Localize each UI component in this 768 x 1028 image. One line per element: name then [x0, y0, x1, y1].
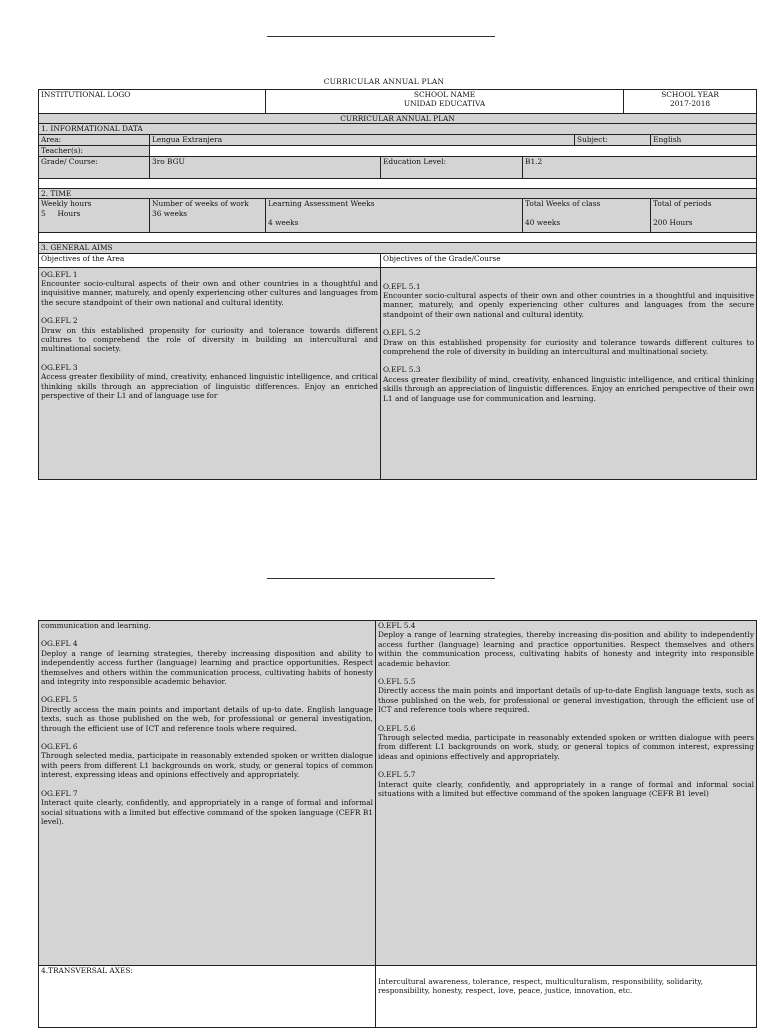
total-weeks-label: Total Weeks of class [525, 199, 601, 209]
informational-data-title: 1. INFORMATIONAL DATA [39, 124, 757, 135]
area-objective-1 [41, 270, 378, 308]
transversal-axes-text: Intercultural awareness, tolerance, respect, multiculturalism, responsibility, solidarity, responsibility, honesty, respect, love, peace, justice, innovation, etc. [376, 966, 757, 1028]
area-objective-6-text: Through selected media, participate in reasonably extended spoken or written dialogue with peers from different L1 backgrounds on work, study, or general topics of common interest, expressing ideas and opinions effectively and appropriately. [41, 751, 373, 780]
total-periods-cell [651, 199, 757, 233]
grade-objective-7-text: Interact quite clearly, confidently, and appropriately in a range of formal and informal social situations with a limited but effective command of the spoken language (CEFR B1 level) [378, 779, 754, 799]
area-objective-7 [41, 789, 373, 827]
grade-label: Grade/ Course: [39, 156, 150, 178]
area-objective-2-text: Draw on this established propensity for curiosity and tolerance towards different cultures to comprehend the role of diversity in building an intercultural and multinational society. [41, 325, 379, 354]
area-objectives-continued-cell [39, 621, 376, 966]
total-periods-value: 200 Hours [653, 217, 693, 227]
area-objective-4 [41, 639, 373, 686]
institutional-logo-cell: INSTITUTIONAL LOGO [39, 90, 266, 114]
total-weeks-value: 40 weeks [525, 217, 561, 227]
grade-objective-3-text: Access greater flexibility of mind, creativity, enhanced linguistic intelligence, and critical thinking skills through an appreciation of linguistic differences. Enjoy an enriched perspective of their own L1 and of language use for communication and learning. [383, 374, 755, 403]
grade-objective-5 [378, 677, 754, 715]
teacher-label: Teacher(s): [39, 146, 150, 156]
area-objective-2 [41, 316, 378, 354]
total-periods-label: Total of periods [653, 199, 712, 209]
top-rule-page-2 [267, 578, 495, 579]
area-objective-7-text: Interact quite clearly, confidently, and appropriately in a range of formal and informal social situations with a limited but effective command of the spoken language (CEFR B1 level). [41, 798, 373, 826]
plan-title-row: CURRICULAR ANNUAL PLAN [39, 114, 757, 124]
grade-objective-4-code: O.EFL 5.4 [378, 621, 416, 630]
area-objective-5-text: Directly access the main points and important details of up-to date. English language texts, such as those published on the web, for professional or general investigation, through the efficient use of ICT and reference tools where required. [41, 704, 373, 733]
weekly-hours-label: Weekly hours [41, 199, 92, 209]
area-objective-3-text: Access greater flexibility of mind, creativity, enhanced linguistic intelligence, and critical thinking skills through an appreciation of linguistic differences. Enjoy an enriched perspective of their L1 and of language use for [41, 372, 379, 401]
grade-objective-5-text: Directly access the main points and important details of up-to-date English language texts, such as those published on the web, for professional or general investigation, through the efficient use of ICT and reference tools where required. [378, 686, 754, 715]
time-section-title: 2. TIME [39, 188, 757, 198]
area-objective-1-text: Encounter socio-cultural aspects of their own and other countries in a thoughtful and inquisitive manner, maturely, and openly experiencing other cultures and languages from the secure standpoint of their own national and cultural identity. [41, 279, 379, 307]
weeks-of-work-cell [150, 199, 266, 233]
school-year-value: 2017-2018 [670, 99, 711, 109]
area-objectives-header: Objectives of the Area [39, 253, 381, 267]
grade-value: 3ro BGU [150, 156, 381, 178]
subject-label: Subject: [575, 135, 651, 146]
blank-spacer-row-2 [39, 233, 757, 243]
grade-objectives-continued-cell [376, 621, 757, 966]
grade-objective-1-code: O.EFL 5.1 [383, 281, 421, 291]
area-objective-1-code: OG.EFL 1 [41, 269, 78, 279]
grade-objective-2 [383, 328, 754, 356]
level-value: B1.2 [523, 156, 757, 178]
school-name-cell [266, 90, 624, 114]
grade-objective-6-code: O.EFL 5.6 [378, 723, 416, 733]
top-rule-page-1 [267, 36, 495, 37]
grade-objective-6-text: Through selected media, participate in reasonably extended spoken or written dialogue with peers from different L1 backgrounds on work, study, or general topics of common interest, expressing ideas and opinions effectively and appropriately. [378, 733, 754, 761]
grade-objective-2-code: O.EFL 5.2 [383, 328, 421, 338]
grade-objective-3 [383, 365, 754, 403]
school-year-label: SCHOOL YEAR [661, 90, 719, 99]
grade-objective-2-text: Draw on this established propensity for curiosity and tolerance towards different cultures to comprehend the role of diversity in building an intercultural and multinational society. [383, 337, 755, 357]
grade-objectives-cell [381, 267, 757, 479]
subject-value: English [651, 135, 757, 146]
area-objective-7-code: OG.EFL 7 [41, 788, 78, 798]
school-year-cell [624, 90, 757, 114]
grade-objective-7 [378, 770, 754, 798]
teacher-value [150, 146, 757, 156]
total-weeks-cell [523, 199, 651, 233]
area-objective-5-code: OG.EFL 5 [41, 695, 78, 705]
area-objective-2-code: OG.EFL 2 [41, 316, 78, 326]
transversal-axes-title: 4.TRANSVERSAL AXES: [39, 966, 376, 1028]
area-objective-3 [41, 363, 378, 401]
area-objective-6 [41, 742, 373, 780]
document-title: CURRICULAR ANNUAL PLAN [323, 77, 445, 86]
weeks-of-work-value: 36 weeks [152, 208, 188, 218]
area-label: Area: [39, 135, 150, 146]
weekly-hours-value: 5 Hours [41, 208, 81, 218]
weeks-of-work-label: Number of weeks of work [152, 199, 249, 209]
area-objective-4-text: Deploy a range of learning strategies, thereby increasing disposition and ability to independently access further (language) learning and practice opportunities. Respect themselves and others within the communication process, cultivating habits of honesty and integrity into responsible academic behavior. [41, 648, 373, 687]
blank-spacer-row [39, 178, 757, 188]
grade-objective-7-code: O.EFL 5.7 [378, 770, 416, 780]
grade-objectives-header: Objectives of the Grade/Course [381, 253, 757, 267]
area-objectives-cell [39, 267, 381, 479]
grade-objective-6 [378, 724, 754, 762]
area-objective-5 [41, 695, 373, 733]
plan-table-page-1 [38, 89, 757, 480]
area-value: Lengua Extranjera [150, 135, 575, 146]
assessment-weeks-label: Learning Assessment Weeks [268, 199, 375, 209]
school-name-value: UNIDAD EDUCATIVA [403, 99, 486, 109]
plan-table-page-2 [38, 620, 757, 1028]
grade-objective-1 [383, 282, 754, 320]
area-continued-lead: communication and learning. [41, 621, 151, 630]
general-aims-title: 3. GENERAL AIMS [39, 243, 757, 253]
assessment-weeks-value: 4 weeks [268, 217, 299, 227]
grade-objective-4-text: Deploy a range of learning strategies, thereby increasing dis-position and ability to independently access further (language) learning and practice opportunities. Respect themselves and others within the communication process, cultivating habits of honesty and integrity into responsible academic behavior. [378, 630, 754, 668]
grade-objective-5-code: O.EFL 5.5 [378, 677, 416, 687]
area-objective-3-code: OG.EFL 3 [41, 362, 78, 372]
assessment-weeks-cell [266, 199, 523, 233]
grade-objective-3-code: O.EFL 5.3 [383, 365, 421, 375]
level-label: Education Level: [381, 156, 523, 178]
grade-objective-4 [378, 621, 754, 668]
grade-objective-1-text: Encounter socio-cultural aspects of their own and other countries in a thoughtful and inquisitive manner, maturely, and openly experiencing other cultures and languages from the secure standpoint of their own national and cultural identity. [383, 291, 755, 319]
weekly-hours-cell [39, 199, 150, 233]
school-name-label: SCHOOL NAME [413, 90, 476, 99]
area-objective-4-code: OG.EFL 4 [41, 639, 78, 649]
area-objective-6-code: OG.EFL 6 [41, 742, 78, 752]
